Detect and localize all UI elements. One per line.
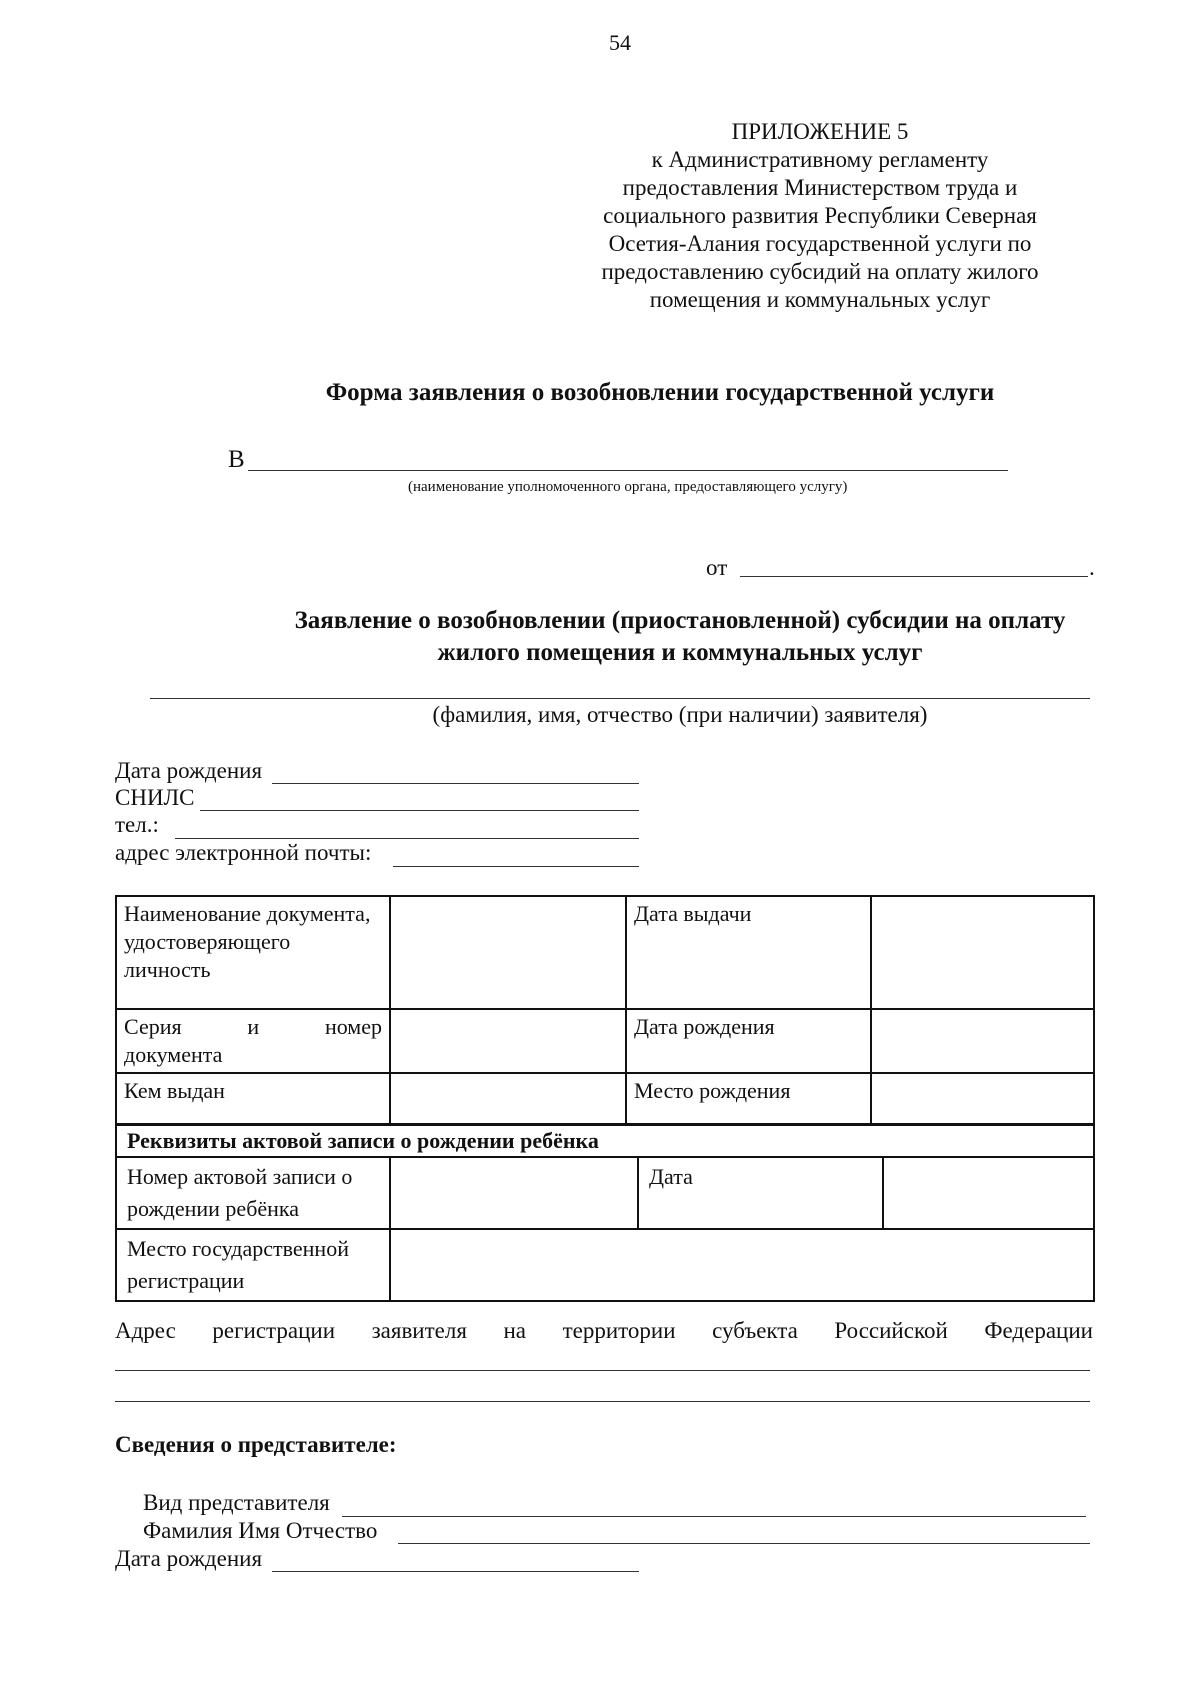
and-word: и [247,1014,260,1039]
snils-label: СНИЛС [115,785,195,810]
registration-place-label: Место государственной регистрации [116,1229,390,1301]
application-title-line: Заявление о возобновлении (приостановленной) субсидии на оплату [294,607,1066,634]
phone-input-line[interactable] [175,838,639,839]
series-word: Серия [124,1014,182,1039]
table-row [116,1009,1094,1073]
form-title: Форма заявления о возобновлении государственной услуги [325,379,995,406]
address-word: Адрес [115,1318,176,1343]
representative-birth-date-label: Дата рождения [115,1546,263,1571]
application-title [120,605,1200,669]
representative-birth-date-input-line[interactable] [272,1571,639,1572]
address-word: Российской [834,1318,948,1343]
appendix-line: предоставления Министерством труда и [622,175,1018,200]
appendix-line: Осетия-Алания государственной услуги по [608,231,1032,256]
representative-name-input-line[interactable] [398,1543,1090,1544]
record-date-label: Дата [638,1157,883,1229]
table-row [116,896,1094,1009]
birth-date-label: Дата рождения [115,758,263,783]
snils-input-line[interactable] [200,810,639,811]
table-row [116,1157,1094,1229]
address-word: Федерации [984,1318,1093,1343]
appendix-line: помещения и коммунальных услуг [649,287,991,312]
address-input-line[interactable] [115,1370,1090,1371]
birth-date-table-cell[interactable] [871,1009,1094,1073]
issue-date-label: Дата выдачи [626,896,871,1009]
number-word: номер [324,1014,382,1039]
email-input-line[interactable] [393,866,639,867]
record-number-label: Номер актовой записи о рождении ребёнка [116,1157,390,1229]
from-input-line[interactable] [740,576,1088,577]
appendix-line: ПРИЛОЖЕНИЕ 5 [731,119,909,144]
authority-input-line[interactable] [248,470,1008,471]
address-word: на [503,1318,527,1343]
address-input-line-2[interactable] [115,1401,1090,1402]
representative-name-label: Фамилия Имя Отчество [143,1518,378,1543]
birth-date-table-label: Дата рождения [626,1009,871,1073]
series-number-cell[interactable] [390,1009,626,1073]
birth-place-cell[interactable] [871,1073,1094,1124]
birth-record-header: Реквизиты актовой записи о рождении ребёнка [116,1125,1094,1157]
registration-place-cell[interactable] [390,1229,1094,1301]
address-word: субъекта [712,1318,798,1343]
address-word: территории [562,1318,676,1343]
registration-address-label [115,1318,1093,1344]
from-suffix: . [1089,555,1095,580]
address-word: регистрации [212,1318,336,1343]
issued-by-cell[interactable] [390,1073,626,1124]
applicant-name-line[interactable] [150,698,1090,699]
doc-name-label: Наименование документа, удостоверяющего личность [116,896,390,1009]
appendix-line: предоставлению субсидий на оплату жилого [601,259,1039,284]
authority-caption: (наименование уполномоченного органа, предоставляющего услугу) [408,479,848,495]
document-word: документа [124,1042,223,1067]
table-row [116,1125,1094,1157]
from-prefix: от [706,555,728,580]
record-number-cell[interactable] [390,1157,638,1229]
birth-date-input-line[interactable] [272,783,639,784]
appendix-line: к Административному регламенту [651,147,989,172]
page-number: 54 [609,30,631,55]
to-prefix: В [228,446,245,473]
email-label: адрес электронной почты: [115,840,372,865]
doc-name-cell[interactable] [390,896,626,1009]
address-word: заявителя [371,1318,467,1343]
appendix-header [560,118,1080,314]
record-date-cell[interactable] [883,1157,1094,1229]
issued-by-label: Кем выдан [116,1073,390,1124]
birth-record-table [115,1124,1095,1302]
representative-header: Сведения о представителе: [115,1432,397,1457]
application-title-line: жилого помещения и коммунальных услуг [437,639,923,666]
birth-place-label: Место рождения [626,1073,871,1124]
representative-type-label: Вид представителя [143,1490,330,1515]
identity-document-table [115,895,1095,1125]
table-row [116,1229,1094,1301]
table-row [116,1073,1094,1124]
phone-label: тел.: [115,812,159,837]
series-number-label [116,1009,390,1073]
appendix-line: социального развития Республики Северная [603,203,1037,228]
issue-date-cell[interactable] [871,896,1094,1009]
representative-type-input-line[interactable] [342,1516,1086,1517]
applicant-caption: (фамилия, имя, отчество (при наличии) заявителя) [432,702,928,727]
